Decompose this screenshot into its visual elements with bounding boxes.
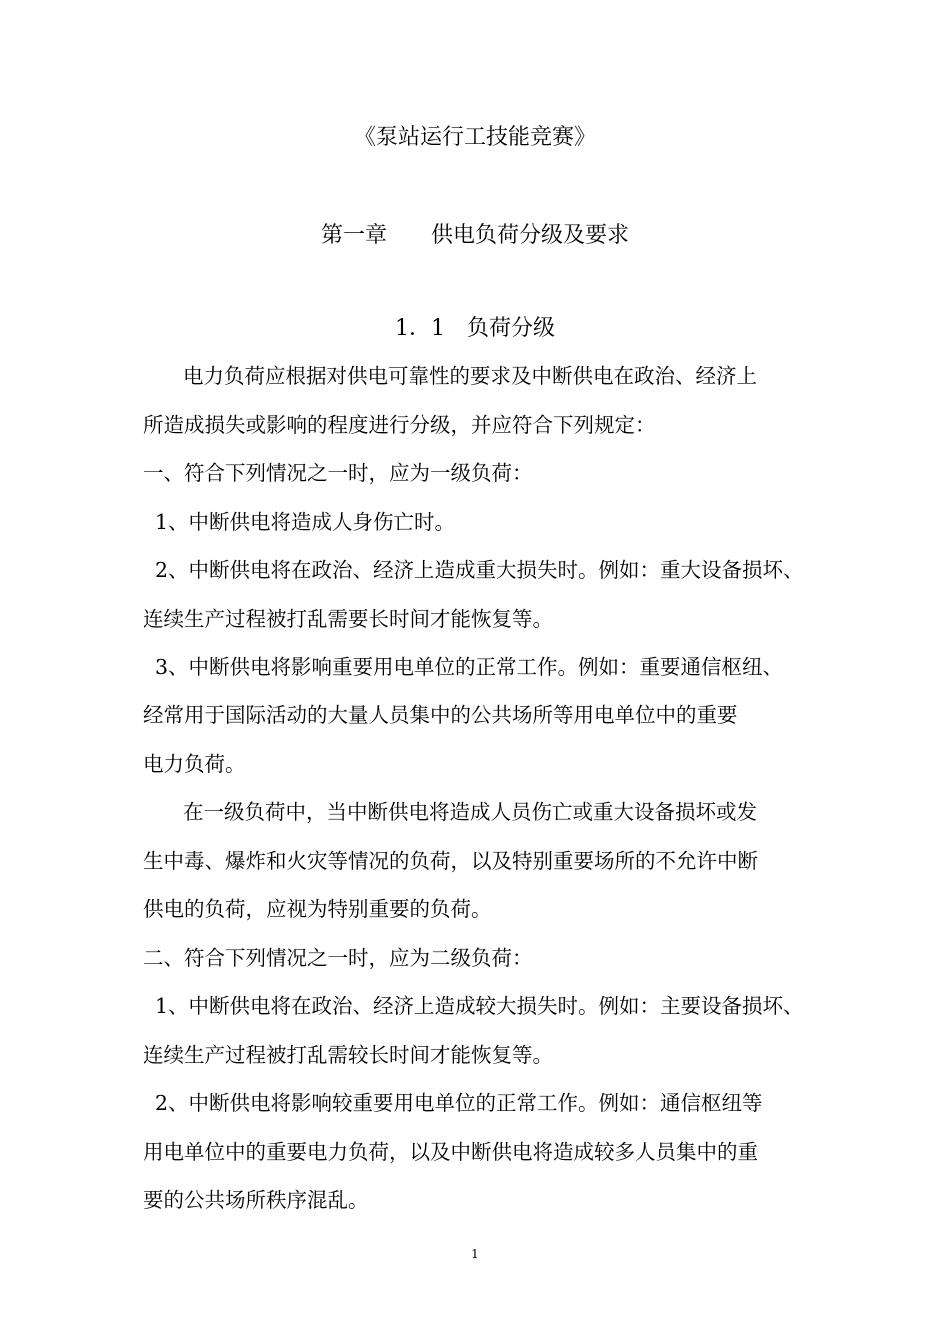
- list-item: 1、中断供电将造成人身伤亡时。: [155, 510, 456, 534]
- list-heading: 一、符合下列情况之一时，应为一级负荷：: [143, 461, 533, 485]
- list-item-continuation: 连续生产过程被打乱需较长时间才能恢复等。: [143, 1043, 553, 1067]
- paragraph-line: 供电的负荷，应视为特别重要的负荷。: [143, 897, 492, 921]
- chapter-heading: [0, 220, 950, 252]
- section-heading: [0, 313, 950, 345]
- list-item-continuation: 电力负荷。: [143, 752, 246, 776]
- chapter-title: 供电负荷分级及要求: [431, 223, 630, 248]
- paragraph-line: 在一级负荷中，当中断供电将造成人员伤亡或重大设备损坏或发: [183, 800, 757, 824]
- paragraph-line: 电力负荷应根据对供电可靠性的要求及中断供电在政治、经济上: [183, 364, 757, 388]
- section-number: 1．1: [394, 316, 445, 341]
- list-item: 2、中断供电将影响较重要用电单位的正常工作。例如：通信枢纽等: [155, 1091, 763, 1115]
- list-item-continuation: 经常用于国际活动的大量人员集中的公共场所等用电单位中的重要: [143, 703, 738, 727]
- section-title: 负荷分级: [466, 316, 555, 341]
- list-heading: 二、符合下列情况之一时，应为二级负荷：: [143, 946, 533, 970]
- list-item: 2、中断供电将在政治、经济上造成重大损失时。例如：重大设备损坏、: [155, 558, 804, 582]
- list-item: 3、中断供电将影响重要用电单位的正常工作。例如：重要通信枢纽、: [155, 655, 784, 679]
- chapter-number: 第一章: [320, 223, 387, 248]
- paragraph-line: 生中毒、爆炸和火灾等情况的负荷，以及特别重要场所的不允许中断: [143, 849, 758, 873]
- document-title: 《泵站运行工技能竞赛》: [353, 125, 596, 150]
- list-item-continuation: 连续生产过程被打乱需要长时间才能恢复等。: [143, 607, 553, 631]
- list-item-continuation: 用电单位中的重要电力负荷，以及中断供电将造成较多人员集中的重: [143, 1140, 758, 1164]
- list-item-continuation: 要的公共场所秩序混乱。: [143, 1188, 369, 1212]
- page-number: 1: [471, 1247, 479, 1261]
- paragraph-line: 所造成损失或影响的程度进行分级，并应符合下列规定：: [143, 413, 656, 437]
- list-item: 1、中断供电将在政治、经济上造成较大损失时。例如：主要设备损坏、: [155, 994, 804, 1018]
